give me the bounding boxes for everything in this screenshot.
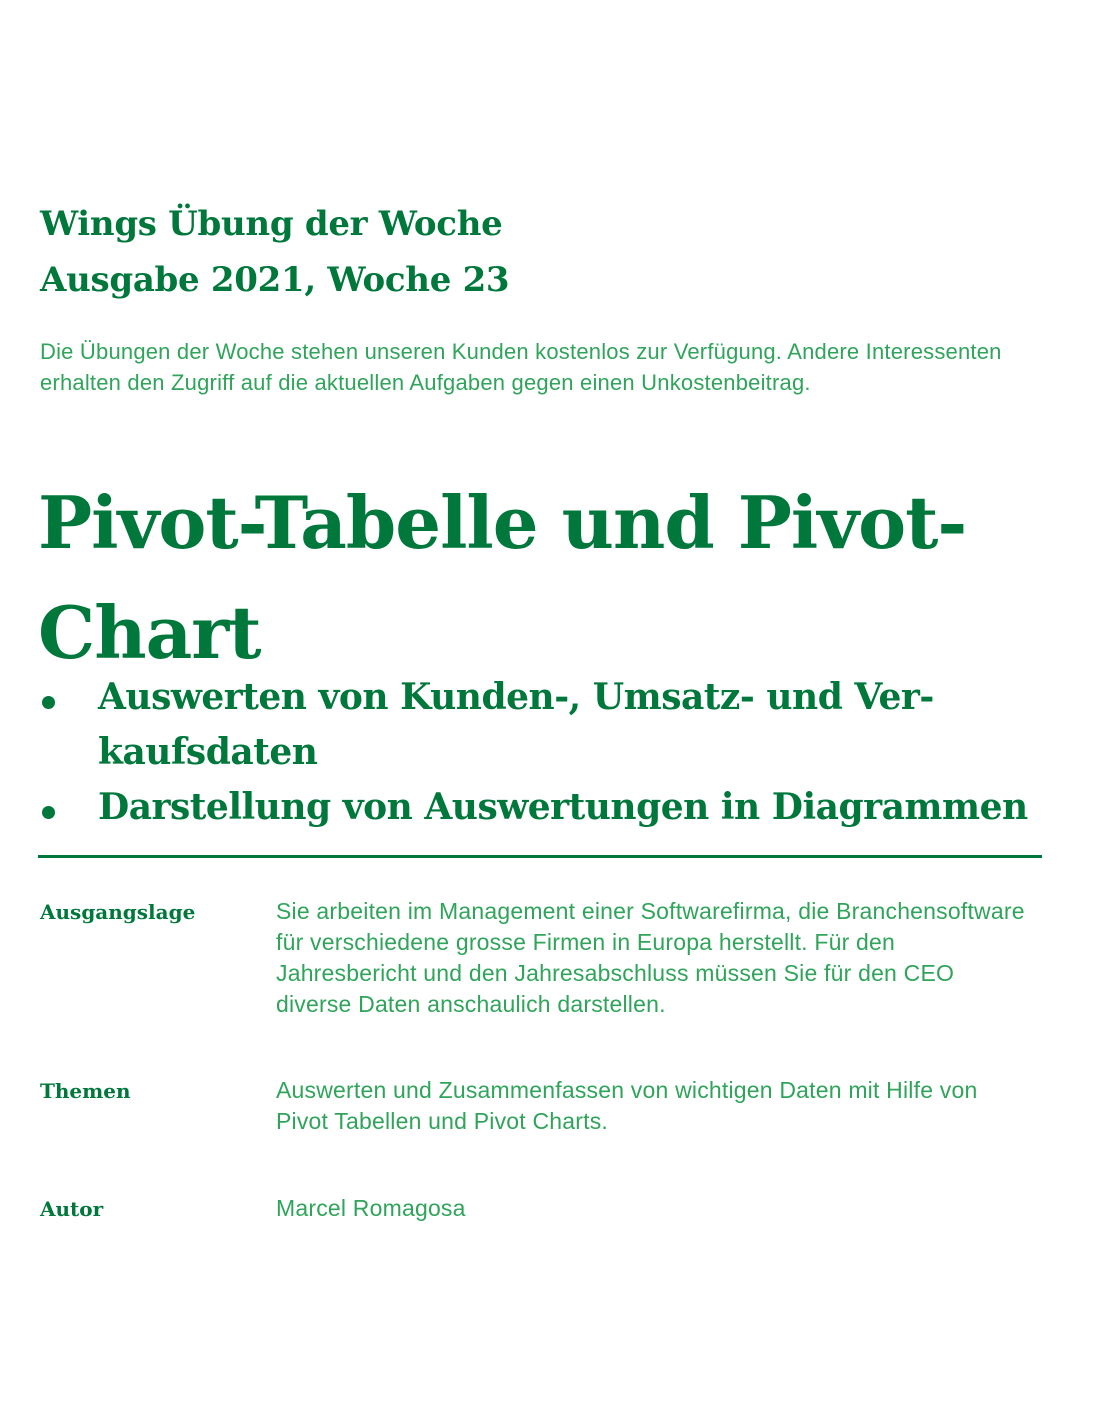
- bullet-text: Auswerten von Kunden-, Umsatz- und Verkaufsdaten: [98, 676, 935, 773]
- issue-label: Ausgabe 2021, Woche 23: [40, 260, 510, 300]
- bullet-item: [38, 670, 1078, 780]
- bullet-icon: [42, 696, 55, 709]
- page-title: Pivot-Tabelle und Pivot-Chart: [38, 480, 967, 675]
- info-label: Ausgangslage: [40, 900, 196, 924]
- info-label: Themen: [40, 1079, 131, 1103]
- info-value: Auswerten und Zusammenfassen von wichtigen Daten mit Hilfe von Pivot Tabellen und Pivot Charts.: [276, 1077, 978, 1134]
- bullet-item: [38, 780, 1078, 835]
- info-value: Sie arbeiten im Management einer Softwarefirma, die Branchensoftware für verschiedene grosse Firmen in Europa herstellt. Für den Jahresbericht und den Jahresabschluss müssen Sie für den CEO diverse Daten anschaulich darstellen.: [276, 898, 1025, 1017]
- series-header: [40, 196, 509, 308]
- bullet-text: Darstellung von Auswertungen in Diagrammen: [98, 786, 1028, 828]
- info-value: Marcel Romagosa: [276, 1195, 466, 1221]
- bullet-icon: [42, 806, 55, 819]
- series-title: Wings Übung der Woche: [40, 204, 503, 244]
- topic-bullet-list: [38, 670, 1078, 835]
- intro-paragraph: Die Übungen der Woche stehen unseren Kunden kostenlos zur Verfügung. Andere Interessenten erhalten den Zugriff auf die aktuellen Aufgaben gegen einen Unkostenbeitrag.: [40, 339, 1002, 395]
- divider: [38, 855, 1042, 858]
- info-label: Autor: [40, 1197, 104, 1221]
